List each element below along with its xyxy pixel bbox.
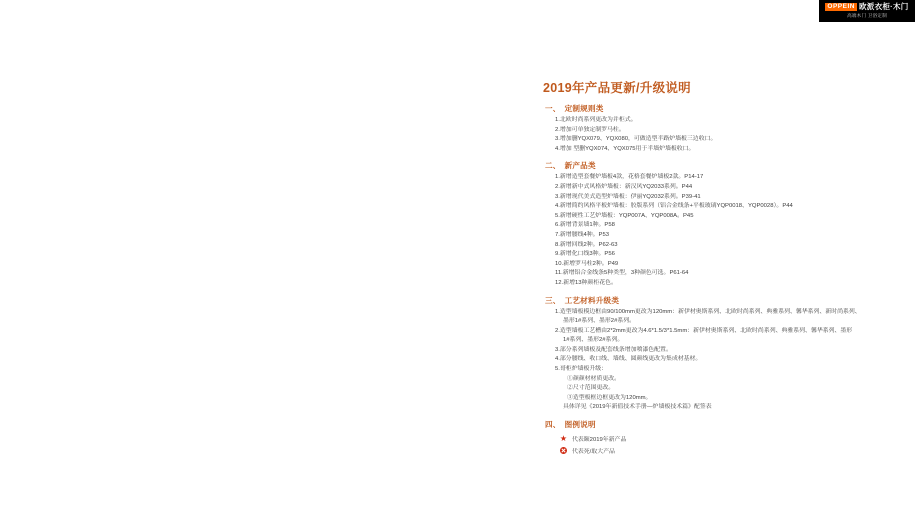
legend-label: 代表颐2019年新产品 bbox=[572, 437, 627, 444]
list-item: 2.增加可单独定制罗马柱。 bbox=[555, 126, 625, 133]
brand-subtitle: 高端木门 卫浴定制 bbox=[847, 13, 887, 19]
legend-item-new bbox=[559, 434, 903, 443]
brand-mark: OPPEIN bbox=[827, 2, 855, 10]
list-item: 具体详见《2019年新值技术手册—炉墙板技术篇》配签表 bbox=[563, 404, 712, 411]
list-item: 2.新增新中式风格炉墙板：新汉风YQ2033系列。P44 bbox=[555, 183, 693, 190]
list-item: 1.北欧时尚系列更改为并柜式。 bbox=[555, 117, 637, 123]
section-number: 四、 bbox=[545, 420, 561, 430]
list-item: 3.增加删YQX079、YQX080，可做造型半路炉墙板三边收口。 bbox=[555, 136, 717, 143]
legend-item-discontinued bbox=[559, 446, 903, 455]
list-item: 1.新增造型套餐炉墙板4款，花格套餐炉墙板2款。P14-17 bbox=[555, 174, 704, 181]
section-number: 二、 bbox=[545, 161, 561, 171]
section-title: 新产品类 bbox=[564, 161, 596, 171]
section-heading bbox=[545, 295, 903, 306]
list-item: 12.新增13种颜柜花色。 bbox=[555, 279, 617, 286]
cross-circle-icon bbox=[559, 446, 568, 455]
section-heading bbox=[545, 103, 903, 114]
list-item: 8.新增回线2种。P62-63 bbox=[555, 241, 618, 248]
list-item: ②尺寸范围更改。 bbox=[567, 385, 615, 392]
section-number: 一、 bbox=[545, 104, 561, 113]
section-number: 三、 bbox=[545, 295, 561, 305]
list-item: 10.新增罗马柱2种。P49 bbox=[555, 260, 619, 267]
list-item: 3.部分系列墙板及配套线条增加喷漆色配置。 bbox=[555, 346, 672, 353]
list-item: 5.新增硬性工艺炉墙板：YQP007A、YQP008A。P45 bbox=[555, 212, 694, 219]
section-legend bbox=[543, 419, 903, 455]
page-title: 2019年产品更新/升级说明 bbox=[543, 81, 691, 95]
section-heading bbox=[545, 160, 903, 171]
document-content bbox=[543, 78, 903, 461]
section-title: 工艺材料升级类 bbox=[564, 295, 620, 305]
list-item: 4.部分腰线、收口线、墙线、圆颜线更改为集成材基材。 bbox=[555, 356, 702, 363]
list-item: 1.造型墙板模边框由90/100mm更改为120mm：新伊材奥斯系列、北欧时尚系列、典雅系列、馨华系列、新时尚系列、 bbox=[555, 308, 861, 315]
section-new-products bbox=[543, 160, 903, 288]
brand-logo-row bbox=[825, 3, 908, 12]
list-item: 墨形1#系列、墨形2#系列。 bbox=[563, 318, 636, 325]
list-item: ①颜颜材材质更改。 bbox=[567, 375, 621, 382]
section-title: 定制规则类 bbox=[564, 104, 604, 113]
section-line-list bbox=[543, 308, 903, 414]
list-item: 4.新增简约风格平板炉墙板：胶版系列（铝合金线条+平板玻璃YQP0018、YQP0028）。P44 bbox=[555, 203, 793, 210]
brand-name: 欧派衣柜·木门 bbox=[858, 2, 909, 12]
list-item: 7.新增腰线4种。P53 bbox=[555, 231, 610, 238]
legend-list bbox=[543, 434, 903, 455]
list-item: 11.新增铝合金线条5种类型，3种颜色可选。P61-64 bbox=[555, 270, 689, 277]
list-item: 2.造型墙板工艺槽由2*2mm更改为4.6*1.5/3*1.5mm：新伊材奥斯系列、北欧时尚系列、典雅系列、馨华系列、墨形 bbox=[555, 327, 853, 334]
legend-label: 代表死/取大产品 bbox=[572, 449, 615, 456]
brand-logo-block bbox=[819, 0, 915, 22]
list-item: 5.哥柜炉墙板升级： bbox=[555, 366, 608, 373]
list-item: 6.新增背景墙1种。P58 bbox=[555, 222, 615, 229]
section-process-materials bbox=[543, 295, 903, 414]
section-title: 图例说明 bbox=[564, 420, 596, 430]
star-icon: ★ bbox=[559, 433, 568, 443]
list-item: 4.增加 型删YQX074、YQX075用于半墙炉墙板收口。 bbox=[555, 145, 695, 152]
list-item: 1#系列、墨形2#系列。 bbox=[563, 337, 624, 344]
section-heading bbox=[545, 419, 903, 430]
section-line-list bbox=[543, 116, 903, 154]
list-item: ③造型板框边框更改为120mm。 bbox=[567, 394, 652, 401]
list-item: 9.新增化口线3种。P56 bbox=[555, 251, 615, 258]
list-item: 3.新增现代美式造型炉墙板：伊丽YQ2032系列。P39-41 bbox=[555, 193, 701, 200]
section-line-list bbox=[543, 173, 903, 288]
section-rules bbox=[543, 103, 903, 154]
